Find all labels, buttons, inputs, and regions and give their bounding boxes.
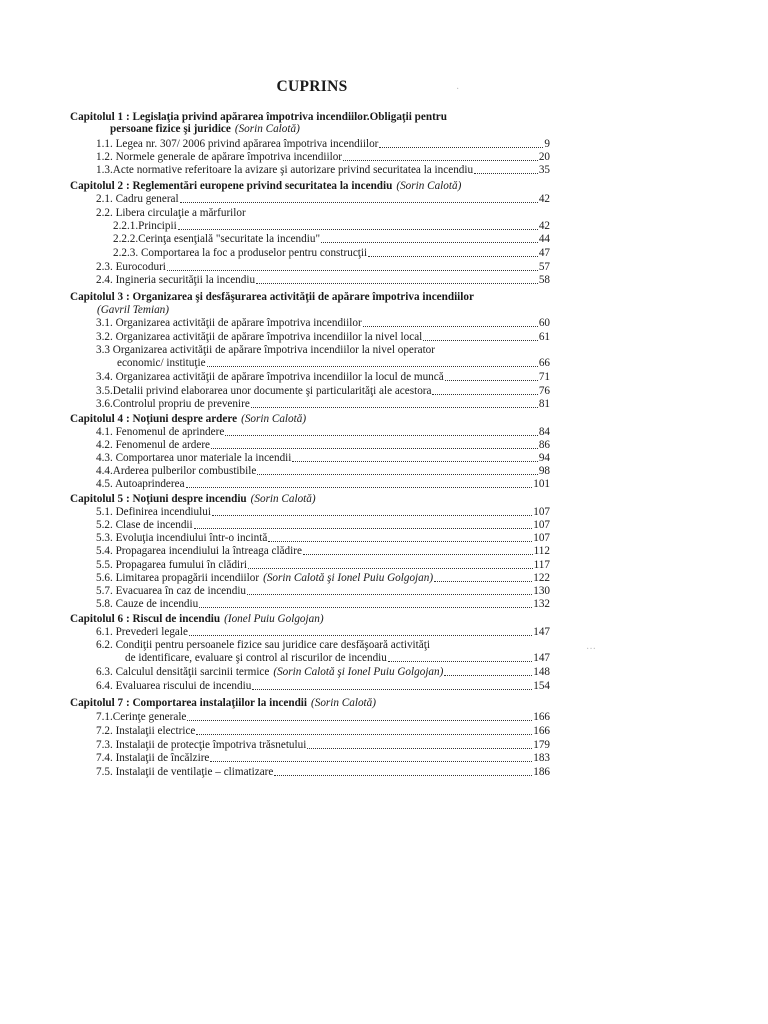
toc-chapter-heading	[70, 290, 474, 304]
toc-chapter-heading	[70, 412, 306, 426]
dot-leader	[307, 748, 532, 749]
dot-leader	[178, 229, 538, 230]
dot-leader	[343, 160, 538, 161]
toc-entry	[96, 738, 550, 752]
toc-entry-label: 2.2.2.Cerinţa esenţială "securitate la incendiu"	[113, 233, 321, 245]
toc-entry-label: Capitolul 6 : Riscul de incendiu	[70, 613, 221, 625]
toc-entry-author: (Ionel Puiu Golgojan)	[224, 613, 324, 625]
dot-leader	[321, 242, 538, 243]
toc-entry-label: 7.5. Instalaţii de ventilaţie – climatizare	[96, 766, 274, 778]
toc-chapter-heading	[70, 492, 316, 506]
toc-entry-label: 2.2.1.Principii	[113, 220, 177, 232]
toc-entry-label: 2.4. Ingineria securităţii la incendiu	[96, 274, 256, 286]
toc-chapter-heading	[110, 122, 300, 136]
toc-entry	[96, 765, 550, 779]
toc-entry	[96, 724, 550, 738]
toc-page-number: 94	[538, 452, 550, 464]
toc-page-number: 42	[538, 193, 550, 205]
toc-page-number: 71	[538, 371, 550, 383]
toc-page-number: 148	[533, 666, 550, 678]
toc-entry	[96, 150, 550, 164]
dot-leader	[180, 202, 538, 203]
toc-entry-author: (Sorin Calotă)	[250, 493, 316, 505]
toc-page-number: 9	[544, 138, 550, 150]
toc-entry-label: 5.4. Propagarea incendiului la întreaga clădire	[96, 545, 302, 557]
toc-entry-label: 6.3. Calculul densităţii sarcinii termice	[96, 666, 270, 678]
dot-leader	[257, 474, 538, 475]
toc-entry-label: 3.4. Organizarea activităţii de apărare împotriva incendiilor la locul de muncă	[96, 371, 444, 383]
toc-page-number: 35	[538, 164, 550, 176]
toc-entry	[96, 531, 550, 545]
toc-entry-label: 7.1.Cerinţe generale	[96, 711, 187, 723]
toc-page-number: 154	[533, 680, 550, 692]
toc-entry	[96, 384, 550, 398]
toc-entry	[117, 356, 550, 370]
toc-entry	[96, 625, 550, 639]
dot-leader	[251, 407, 538, 408]
toc-entry-label: 4.3. Comportarea unor materiale la incendii	[96, 452, 292, 464]
dot-leader	[187, 720, 532, 721]
toc-entry-label: 4.5. Autoaprinderea	[96, 478, 185, 490]
toc-entry-label: economic/ instituţie	[117, 357, 206, 369]
toc-entry	[96, 137, 550, 151]
toc-entry	[96, 163, 550, 177]
toc-entry-label: 4.1. Fenomenul de aprindere	[96, 426, 225, 438]
toc-entry-label: 6.2. Condiţii pentru persoanele fizice sau juridice care desfăşoară activităţi	[96, 639, 430, 651]
toc-page-number: 122	[533, 572, 550, 584]
dot-leader	[444, 675, 532, 676]
toc-page-number: 179	[533, 739, 550, 751]
toc-entry	[96, 192, 550, 206]
toc-page-number: 147	[533, 652, 550, 664]
toc-page-number: 166	[533, 711, 550, 723]
toc-entry-label: 5.3. Evoluţia incendiului într-o incintă	[96, 532, 268, 544]
toc-entry	[96, 544, 550, 558]
toc-entry-label: 2.3. Eurocoduri	[96, 261, 166, 273]
toc-page-number: 107	[533, 506, 550, 518]
toc-page-number: 57	[538, 261, 550, 273]
dot-leader	[225, 435, 538, 436]
toc-entry	[96, 370, 550, 384]
toc-entry-label: 3.6.Controlul propriu de prevenire	[96, 398, 250, 410]
toc-entry	[96, 571, 550, 585]
toc-entry-label: 3.3 Organizarea activităţii de apărare împotriva incendiilor la nivel operator	[96, 344, 436, 356]
toc-entry-author: (Gavril Temian)	[97, 304, 169, 316]
toc-entry-label: Capitolul 7 : Comportarea instalaţiilor la incendii	[70, 697, 308, 709]
toc-entry-label: 1.2. Normele generale de apărare împotriva incendiilor	[96, 151, 343, 163]
scan-speck: ·	[456, 84, 460, 95]
dot-leader	[199, 607, 532, 608]
toc-entry	[113, 246, 550, 260]
toc-entry-label: 1.3.Acte normative referitoare la avizare şi autorizare privind securitatea la incendiu	[96, 164, 474, 176]
toc-page-number: 147	[533, 626, 550, 638]
dot-leader	[292, 461, 537, 462]
scan-speck: ···	[586, 644, 596, 655]
toc-page-number: 132	[533, 598, 550, 610]
toc-entry	[96, 584, 550, 598]
toc-entry-label: 7.2. Instalaţii electrice	[96, 725, 196, 737]
toc-entry-author: (Sorin Calotă)	[396, 180, 462, 192]
dot-leader	[252, 689, 532, 690]
toc-entry-author: (Sorin Calotă)	[311, 697, 376, 709]
toc-entry-label: 4.2. Fenomenul de ardere	[96, 439, 211, 451]
toc-chapter-heading	[70, 179, 461, 193]
toc-entry-label: 5.1. Definirea incendiului	[96, 506, 211, 518]
toc-entry-author: (Sorin Calotă)	[234, 123, 300, 135]
dot-leader	[434, 581, 532, 582]
toc-entry-label: 6.1. Prevederi legale	[96, 626, 188, 638]
toc-entry-label: 5.6. Limitarea propagării incendiilor	[96, 572, 260, 584]
toc-entry-author: (Sorin Calotă)	[241, 413, 307, 425]
toc-entry	[96, 518, 550, 532]
toc-entry	[96, 397, 550, 411]
toc-entry	[96, 751, 550, 765]
dot-leader	[474, 173, 538, 174]
dot-leader	[194, 528, 533, 529]
toc-page-number: 98	[538, 465, 550, 477]
toc-entry	[113, 232, 550, 246]
toc-page-number: 44	[538, 233, 550, 245]
toc-entry	[97, 303, 169, 317]
toc-entry-label: 7.4. Instalaţii de încălzire	[96, 752, 210, 764]
toc-entry	[96, 464, 550, 478]
toc-page-number: 66	[538, 357, 550, 369]
toc-page-number: 47	[538, 247, 550, 259]
toc-entry	[96, 260, 550, 274]
toc-entry-label: 5.8. Cauze de incendiu	[96, 598, 199, 610]
toc-chapter-heading	[70, 696, 376, 710]
toc-entry	[96, 451, 550, 465]
toc-entry	[96, 477, 550, 491]
dot-leader	[211, 448, 538, 449]
toc-entry	[96, 665, 550, 679]
toc-entry-label: Capitolul 4 : Noţiuni despre ardere	[70, 413, 238, 425]
dot-leader	[167, 270, 538, 271]
dot-leader	[445, 380, 538, 381]
toc-entry	[96, 330, 550, 344]
toc-page-number: 84	[538, 426, 550, 438]
dot-leader	[432, 394, 537, 395]
toc-entry-label: Capitolul 2 : Reglementări europene privind securitatea la incendiu	[70, 180, 393, 192]
toc-entry-label: 3.2. Organizarea activităţii de apărare împotriva incendiilor la nivel local	[96, 331, 423, 343]
dot-leader	[189, 635, 532, 636]
page-title: CUPRINS	[276, 78, 348, 95]
toc-entry-label: persoane fizice şi juridice	[110, 123, 231, 135]
toc-entry-label: 2.2.3. Comportarea la foc a produselor pentru construcţii	[113, 247, 368, 259]
toc-entry-label: 5.7. Evacuarea în caz de incendiu	[96, 585, 247, 597]
toc-entry	[125, 651, 550, 665]
toc-entry-author: (Sorin Calotă şi Ionel Puiu Golgojan)	[273, 666, 444, 678]
dot-leader	[379, 147, 543, 148]
toc-page-number: 130	[533, 585, 550, 597]
toc-entry-label: 3.1. Organizarea activităţii de apărare împotriva incendiilor	[96, 317, 362, 329]
toc-entry	[96, 505, 550, 519]
toc-entry-label: 2.1. Cadru general	[96, 193, 179, 205]
dot-leader	[207, 366, 538, 367]
toc-entry-label: 5.5. Propagarea fumului în clădiri	[96, 559, 247, 571]
dot-leader	[196, 734, 532, 735]
toc-page-number: 166	[533, 725, 550, 737]
toc-page-number: 183	[533, 752, 550, 764]
toc-entry-author: (Sorin Calotă şi Ionel Puiu Golgojan)	[263, 572, 434, 584]
toc-page-number: 186	[533, 766, 550, 778]
toc-page-number: 112	[533, 545, 550, 557]
dot-leader	[388, 661, 532, 662]
toc-entry	[96, 425, 550, 439]
dot-leader	[368, 256, 538, 257]
toc-chapter-heading	[70, 612, 324, 626]
toc-entry	[96, 343, 435, 357]
toc-entry	[96, 206, 246, 220]
toc-entry	[96, 597, 550, 611]
toc-entry	[96, 438, 550, 452]
dot-leader	[303, 554, 533, 555]
dot-leader	[268, 541, 532, 542]
toc-entry-label: Capitolul 3 : Organizarea şi desfăşurarea activităţii de apărare împotriva incendiilor	[70, 291, 474, 303]
toc-page-number: 101	[533, 478, 550, 490]
toc-entry-label: 2.2. Libera circulaţie a mărfurilor	[96, 207, 246, 219]
toc-entry	[96, 638, 430, 652]
toc-entry-label: 4.4.Arderea pulberilor combustibile	[96, 465, 257, 477]
toc-page-number: 20	[538, 151, 550, 163]
toc-entry	[113, 219, 550, 233]
toc-entry-label: de identificare, evaluare şi control al riscurilor de incendiu	[125, 652, 387, 664]
toc-page-number: 58	[538, 274, 550, 286]
toc-entry-label: 7.3. Instalaţii de protecţie împotriva trăsnetului	[96, 739, 307, 751]
toc-entry-label: 5.2. Clase de incendii	[96, 519, 193, 531]
dot-leader	[212, 515, 532, 516]
toc-page-number: 81	[538, 398, 550, 410]
dot-leader	[248, 568, 533, 569]
toc-page-number: 42	[538, 220, 550, 232]
toc-entry-label: 3.5.Detalii privind elaborarea unor documente şi particularităţi ale acestora	[96, 385, 432, 397]
dot-leader	[247, 594, 532, 595]
toc-entry	[96, 558, 550, 572]
toc-page-number: 76	[538, 385, 550, 397]
dot-leader	[363, 326, 538, 327]
toc-entry-label: Capitolul 1 : Legislaţia privind apărarea împotriva incendiilor.Obligaţii pentru	[70, 111, 447, 123]
dot-leader	[186, 487, 533, 488]
toc-page-number: 61	[538, 331, 550, 343]
dot-leader	[210, 761, 532, 762]
dot-leader	[274, 775, 532, 776]
toc-entry	[96, 273, 550, 287]
toc-entry-label: 6.4. Evaluarea riscului de incendiu	[96, 680, 252, 692]
toc-entry	[96, 679, 550, 693]
toc-entry	[96, 316, 550, 330]
toc-page-number: 117	[533, 559, 550, 571]
toc-entry	[96, 710, 550, 724]
dot-leader	[256, 283, 538, 284]
toc-page-number: 107	[533, 519, 550, 531]
toc-page-number: 86	[538, 439, 550, 451]
toc-entry-label: Capitolul 5 : Noţiuni despre incendiu	[70, 493, 247, 505]
toc-page-number: 60	[538, 317, 550, 329]
dot-leader	[423, 340, 538, 341]
toc-page-number: 107	[533, 532, 550, 544]
toc-entry-label: 1.1. Legea nr. 307/ 2006 privind apărarea împotriva incendiilor	[96, 138, 379, 150]
